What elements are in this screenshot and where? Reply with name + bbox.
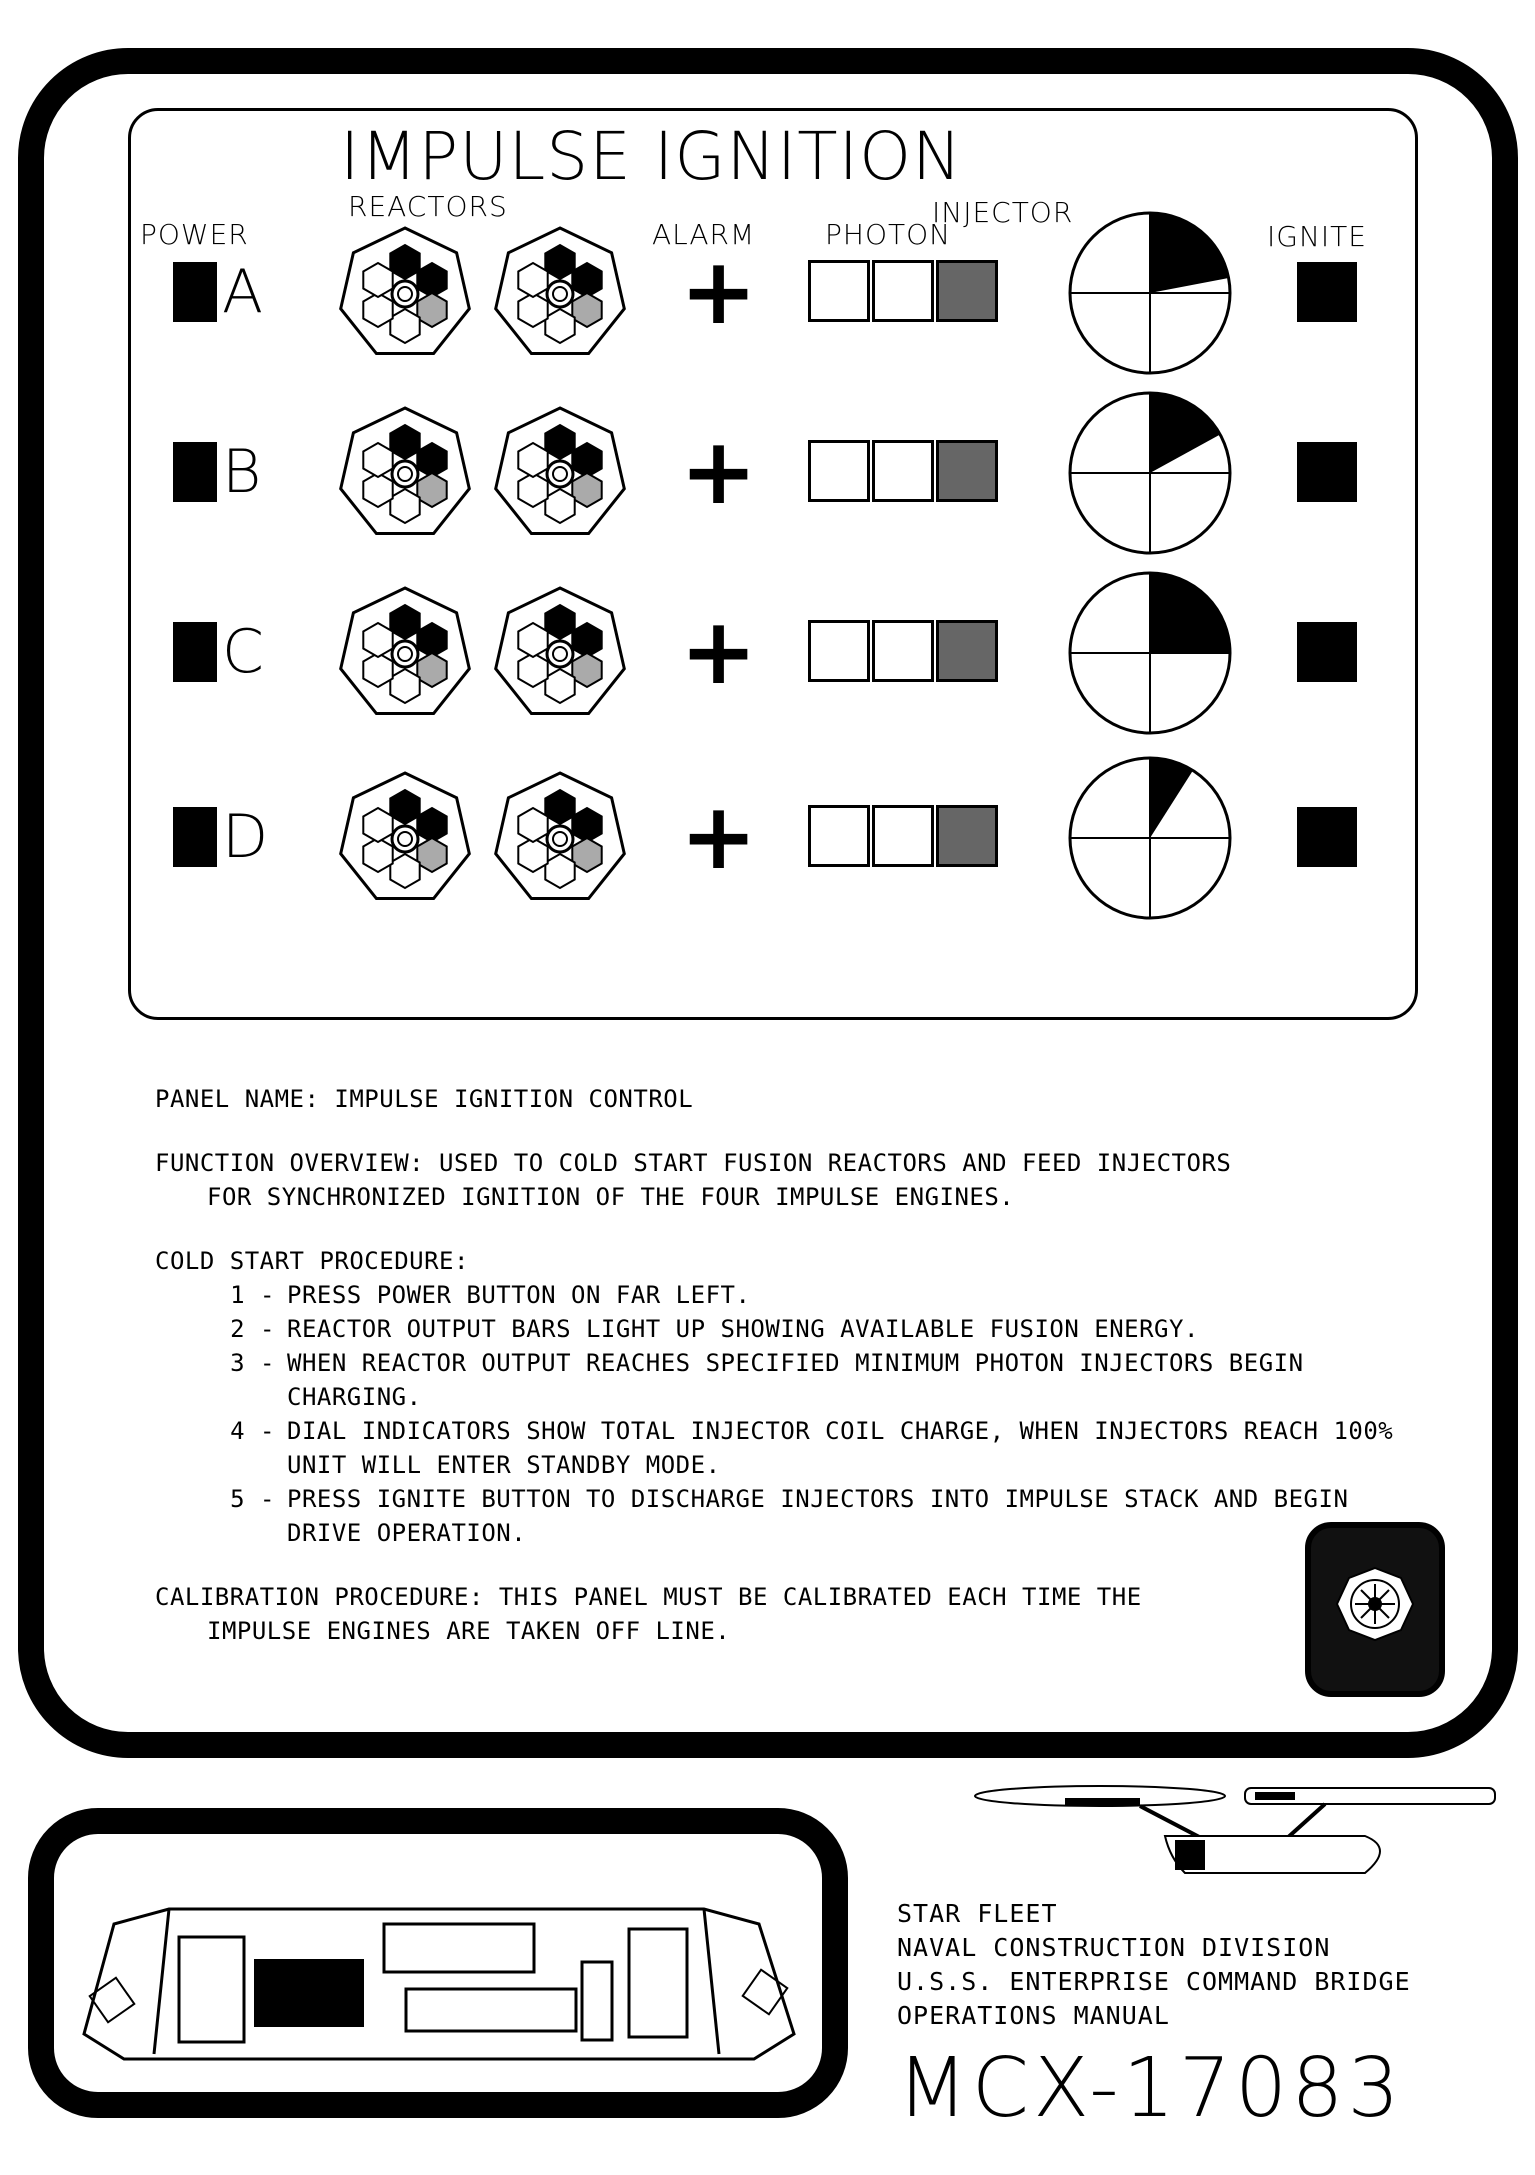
- footer-block: [897, 1897, 1411, 2033]
- ignition-row-a: [0, 238, 1535, 430]
- photon-header: PHOTON: [825, 218, 952, 251]
- function-overview-line2: FOR SYNCHRONIZED IGNITION OF THE FOUR IMPULSE ENGINES.: [207, 1183, 1015, 1211]
- photon-injector-cell-2: [872, 440, 934, 502]
- reactor-2-indicator: [490, 402, 630, 546]
- alarm-indicator: +: [680, 238, 758, 345]
- calibration-line1: CALIBRATION PROCEDURE: THIS PANEL MUST BE CALIBRATED EACH TIME THE: [155, 1583, 1142, 1611]
- alarm-indicator: +: [680, 783, 758, 890]
- ignite-button[interactable]: [1297, 262, 1357, 322]
- ignition-row-d: [0, 783, 1535, 975]
- power-button[interactable]: [173, 262, 217, 322]
- footer-line-star-fleet: STAR FLEET: [897, 1899, 1058, 1928]
- footer-line-division: NAVAL CONSTRUCTION DIVISION: [897, 1933, 1331, 1962]
- photon-injector-cell-3: [936, 440, 998, 502]
- power-button[interactable]: [173, 442, 217, 502]
- reactor-1-indicator: [335, 402, 475, 546]
- reactor-2-indicator: [490, 767, 630, 911]
- function-overview-line1: FUNCTION OVERVIEW: USED TO COLD START FUSION REACTORS AND FEED INJECTORS: [155, 1149, 1232, 1177]
- step-number: 2 -: [230, 1315, 275, 1343]
- injector-charge-dial: [1065, 208, 1235, 382]
- reactor-1-indicator: [335, 222, 475, 366]
- step-text: PRESS IGNITE BUTTON TO DISCHARGE INJECTORS INTO IMPULSE STACK AND BEGIN DRIVE OPERATION.: [287, 1485, 1349, 1547]
- ignition-row-c: [0, 598, 1535, 790]
- procedure-step: [155, 1346, 1395, 1414]
- calibration-line2: IMPULSE ENGINES ARE TAKEN OFF LINE.: [207, 1617, 731, 1645]
- ignite-button[interactable]: [1297, 442, 1357, 502]
- step-text: PRESS POWER BUTTON ON FAR LEFT.: [287, 1281, 751, 1309]
- photon-injector-cell-1: [808, 260, 870, 322]
- panel-title: IMPULSE IGNITION: [340, 118, 963, 195]
- injector-charge-dial: [1065, 388, 1235, 562]
- step-text: REACTOR OUTPUT BARS LIGHT UP SHOWING AVAILABLE FUSION ENERGY.: [287, 1315, 1199, 1343]
- alarm-indicator: +: [680, 418, 758, 525]
- step-text: WHEN REACTOR OUTPUT REACHES SPECIFIED MINIMUM PHOTON INJECTORS BEGIN CHARGING.: [287, 1349, 1304, 1411]
- power-button[interactable]: [173, 622, 217, 682]
- row-letter: D: [222, 802, 269, 872]
- power-header: POWER: [140, 218, 249, 251]
- reactors-header: REACTORS: [348, 190, 508, 223]
- row-letter: B: [222, 437, 262, 507]
- reactor-1-indicator: [335, 582, 475, 726]
- reactor-1-indicator: [335, 767, 475, 911]
- injector-header: INJECTOR: [932, 196, 1074, 229]
- step-text: DIAL INDICATORS SHOW TOTAL INJECTOR COIL CHARGE, WHEN INJECTORS REACH 100% UNIT WILL ENTER STANDBY MODE.: [287, 1417, 1394, 1479]
- procedure-step: [155, 1278, 1395, 1312]
- step-number: 4 -: [230, 1417, 275, 1445]
- starfleet-emblem-icon: [1305, 1522, 1445, 1697]
- procedure-step: [155, 1482, 1395, 1550]
- step-number: 3 -: [230, 1349, 275, 1377]
- ignite-header: IGNITE: [1267, 220, 1367, 253]
- photon-injector-cell-2: [872, 805, 934, 867]
- step-number: 1 -: [230, 1281, 275, 1309]
- panel-notes: [155, 1082, 1395, 1648]
- footer-line-manual: OPERATIONS MANUAL: [897, 2001, 1170, 2030]
- bridge-console-diagram: [28, 1808, 848, 2118]
- ignite-button[interactable]: [1297, 807, 1357, 867]
- injector-charge-dial: [1065, 753, 1235, 927]
- photon-injector-cell-3: [936, 805, 998, 867]
- ignite-button[interactable]: [1297, 622, 1357, 682]
- photon-injector-cell-2: [872, 620, 934, 682]
- row-letter: A: [222, 257, 264, 327]
- reactor-2-indicator: [490, 222, 630, 366]
- power-button[interactable]: [173, 807, 217, 867]
- cold-start-heading: COLD START PROCEDURE:: [155, 1247, 469, 1275]
- procedure-step: [155, 1414, 1395, 1482]
- document-id: MCX-17083: [897, 2041, 1404, 2136]
- enterprise-ship-icon: [965, 1778, 1515, 1892]
- photon-injector-cell-3: [936, 260, 998, 322]
- row-letter: C: [222, 617, 264, 687]
- ignition-row-b: [0, 418, 1535, 610]
- injector-charge-dial: [1065, 568, 1235, 742]
- reactor-2-indicator: [490, 582, 630, 726]
- photon-injector-cell-1: [808, 805, 870, 867]
- procedure-step: [155, 1312, 1395, 1346]
- alarm-indicator: +: [680, 598, 758, 705]
- panel-name-line: PANEL NAME: IMPULSE IGNITION CONTROL: [155, 1085, 694, 1113]
- photon-injector-cell-3: [936, 620, 998, 682]
- photon-injector-cell-2: [872, 260, 934, 322]
- footer-line-bridge: U.S.S. ENTERPRISE COMMAND BRIDGE: [897, 1967, 1411, 1996]
- photon-injector-cell-1: [808, 620, 870, 682]
- photon-injector-cell-1: [808, 440, 870, 502]
- alarm-header: ALARM: [652, 218, 756, 251]
- step-number: 5 -: [230, 1485, 275, 1513]
